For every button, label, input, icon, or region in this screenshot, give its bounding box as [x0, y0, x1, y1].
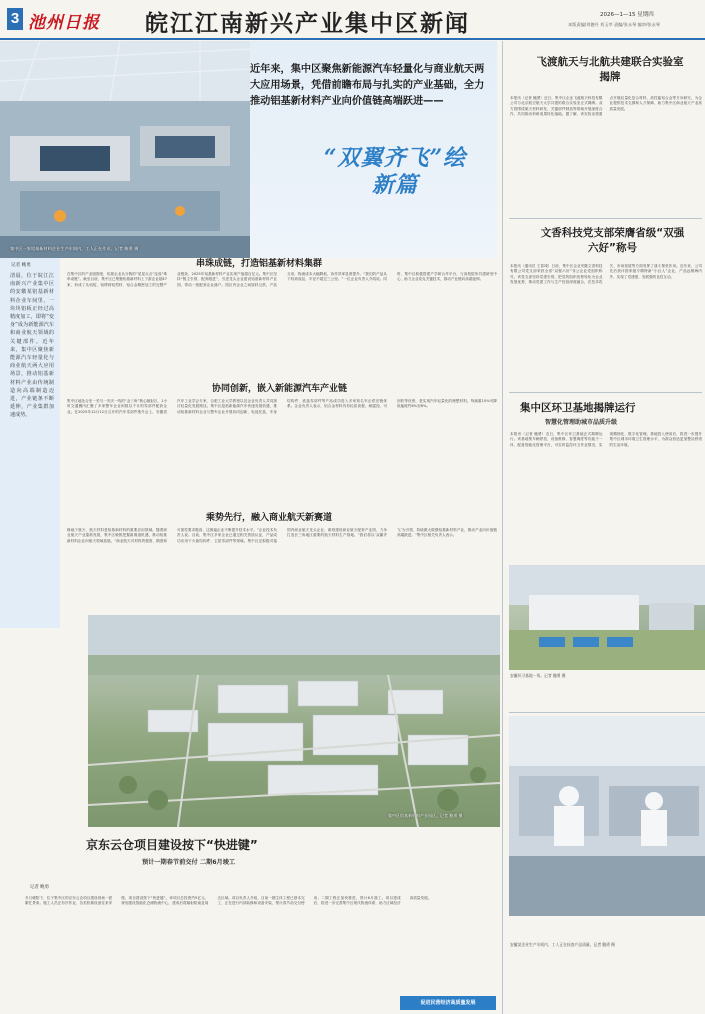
workshop-photo: [509, 716, 705, 916]
masthead-rule: [0, 38, 705, 40]
right-divider-3: [509, 712, 705, 713]
aerial-photo-caption: 集中区铝基新材料产业园区。记者 鲍勇 摄: [388, 813, 463, 818]
section-heading-2: 协同创新，嵌入新能源汽车产业链: [212, 384, 348, 394]
section-body-2: 集中区地处合芜一芜马一安庆一线的“金三角”核心辐射区，1小时交通圈内汇聚了多家整车企业和数以千计的零部件配套企业。在2025年12月12日召开的汽车零部件推介会上，安徽省汽车工业学会专家、合肥工业大学教授以及企业负责人共同探讨轻量化发展路径。集中区抢抓新能源汽车快速发展机遇，推动铝基新材料企业与整车企业开展协同创新，电池托盘、车身结构件、底盘零部件等产品成功进入多家知名车企供应链体系。企业负责人表示，铝合金材料具有轻质高强、耐腐蚀、可回收等优势，是实现汽车轻量化的理想材料，每减重10%可降低能耗约6%至8%。: [67, 399, 497, 414]
factory-photo: [0, 41, 250, 258]
section-heading-1: 串珠成链，打造铝基新材料集群: [196, 259, 323, 269]
bottom-subhead: 预计一期春节前交付 二期6月竣工: [142, 859, 236, 866]
factory-photo-caption: 集中区一家铝基新材料企业生产车间内，工人正在作业。记者 鲍勇 摄: [10, 246, 139, 251]
right-bottom-caption: 安徽某企业生产车间内，工人正在检查产品质量。记者 鲍勇 摄: [510, 942, 615, 947]
section-body-3: 缘地于航天、航天材料是铝基新材料的重要应用领域。随着商业航天产业蓬勃发展，集中区敏锐把握新赛道机遇，推动铝基新材料企业向航天领域拓展。“商业航天对材料的强度、精度和可靠性要求极高，这倒逼企业不断提升技术水平。”企业技术负责人说。目前，集中区多家企业已通过相关资质认证，产品成功应用于火箭结构件、卫星零部件等领域。集中区还积极对接国内商业航天龙头企业，谋划建设商业航天配套产业园，力争打造长三角地区重要的航天材料生产基地。“我们将以‘双翼齐飞’为引领，持续做大做强铝基新材料产业，推动产业向价值链高端跃进。”集中区相关负责人表示。: [67, 528, 497, 543]
sidebar-byline: 记者 鲍勇: [11, 263, 31, 268]
editors-line: 本版责编/刘德丹 刘玉莘 责编/张永琴 编审/张永琴: [568, 22, 660, 27]
footer-logo: 促进民营经济高质量发展: [400, 996, 496, 1010]
bottom-body: 冬日暖阳下，位于集中区的京东云仓项目建设现场一派繁忙景象。施工人员正有序作业，各类机械设备往来穿梭，项目建设按下“快进键”。该项目总投资约5亿元，规划建设智能化仓储物流中心，建成后将辐射皖南及周边区域。项目负责人介绍，目前一期主体工程已基本完工，正在进行内部装修和设备安装，预计春节前交付使用；二期工程正加快推进，预计6月竣工。项目建成后，将进一步完善集中区现代物流体系，助力区域经济高质量发展。: [25, 896, 432, 906]
sidebar-text: 清晨，位于皖江江南新兴产业集中区的安徽某铝基新材料企业车间里，一块块铝板正经过高精度加工，即将“变身”成为新能源汽车和商业航天领域的关键部件。近年来，集中区聚焦新能源汽车轻量化与商业航天两大应用场景，推动铝基新材料产业由传统制造向高端制造迈进，产业链条不断延伸，产业集群加速成势。: [10, 273, 54, 419]
right-body-3: 本报讯（记者 鲍勇）近日，集中区环卫基地正式揭牌运行。该基地集车辆停放、设备维修、智慧调度等功能于一体，配备智能化管理平台，可实时监控环卫作业情况，实现精细化、数字化管理。基地投入使用后，将进一步提升集中区城市环境卫生管理水平，为群众营造更加整洁舒适的生活环境。: [510, 432, 702, 447]
right-body-1: 本报讯（记者 鲍勇）近日，集中区企业飞渡航天科技有限公司与北京航空航天大学共建的联合实验室正式揭牌。双方将围绕航天材料研发、关键部件制造等领域开展深度合作，共同推动科研成果转化落地。据了解，该实验室将重点开展轻量化复合材料、高性能铝合金等方向研究，为企业提供技术支撑和人才保障，助力集中区商业航天产业高质量发展。: [510, 96, 702, 117]
right-divider-1: [509, 218, 702, 219]
right-subhead-3: 智慧化管理助城市品质升级: [545, 419, 618, 426]
section-body-1: 在集中区的产业版图里，铝基企业从分散的“星星点点”连成“珠串成链”。截至目前，集中区已集聚铝基新材料上下游企业超47家，形成了从铝锭、铝棒到铝型材、铝合金精密加工的完整产业链条，2025年铝基新材料产业实现产值超百亿元。集中区坚持“链主引领、配套跟进”，引进龙头企业建设铝基新材料产业园，带动一批配套企业落户。园区内企业之间原料互供、产品互用，物流成本大幅降低，协作效率显著提升。“我们的产品从下料到成品，半径不超过三公里。”一位企业负责人介绍说。同时，集中区积极搭建产学研合作平台，与高校院所共建研发中心，助力企业攻克关键技术，推动产业链向高端延伸。: [67, 272, 497, 287]
right-headline-2: 文香科技党支部荣膺省级“双强六好”称号: [540, 227, 685, 254]
aerial-photo: [88, 615, 500, 827]
column-divider: [502, 41, 503, 1014]
right-photo-caption: 安徽环卫基地一角。记者 鲍勇 摄: [510, 673, 566, 678]
bottom-byline: 记者 鲍勇: [30, 885, 49, 890]
issue-date: 2026—1—15 星期四: [600, 12, 654, 18]
bottom-headline: 京东云仓项目建设按下“快进键”: [86, 838, 258, 852]
right-headline-1: 飞渡航天与北航共建联合实验室揭牌: [536, 56, 684, 83]
right-body-2: 本报讯（通讯员 王春城）日前，集中区企业安徽文香科技有限公司党支部荣获全省“双强六好”非公企业党组织称号。该党支部坚持党建引领，把党的组织优势转化为企业发展优势，推动党建工作与生产经营深度融合，在技术攻关、市场拓展等方面发挥了战斗堡垒作用。近年来，公司先后获评国家级专精特新“小巨人”企业，产品远销海内外，实现了党建强、发展强的良性互动。: [510, 264, 702, 285]
section-heading-3: 乘势先行，融入商业航天新赛道: [206, 513, 333, 523]
sanitation-base-photo: [509, 565, 705, 670]
right-divider-2: [509, 392, 702, 393]
banner-lead: 近年来，集中区聚焦新能源汽车轻量化与商业航天两大应用场景，凭借前瞻布局与扎实的产业基础，全力推动铝基新材料产业向价值链高端跃进——: [250, 64, 485, 107]
page-number: 3: [7, 8, 23, 30]
banner-headline: “双翼齐飞”绘新篇: [323, 145, 467, 198]
page-title: 皖江江南新兴产业集中区新闻: [145, 10, 470, 37]
right-headline-3: 集中区环卫基地揭牌运行: [520, 402, 636, 414]
newspaper-logo: 池州日报: [28, 13, 100, 33]
